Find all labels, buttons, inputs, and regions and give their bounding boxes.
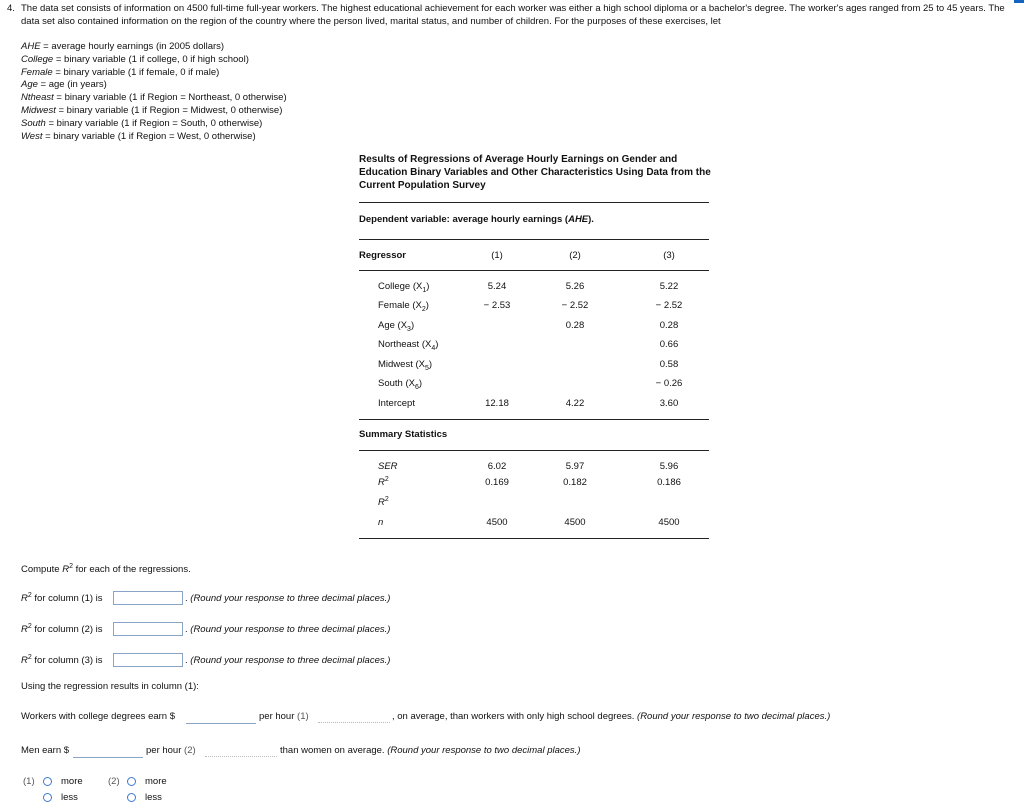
r2bar-col1-hint: . (Round your response to three decimal places.) bbox=[185, 593, 391, 604]
using-column1: Using the regression results in column (1): bbox=[21, 681, 199, 692]
definition-midwest: Midwest = binary variable (1 if Region = Midwest, 0 otherwise) bbox=[21, 104, 283, 116]
cell: 0.28 bbox=[565, 320, 585, 331]
definition-ntheast: Ntheast = binary variable (1 if Region = Northeast, 0 otherwise) bbox=[21, 92, 287, 104]
dependent-variable: Dependent variable: average hourly earnings (AHE). bbox=[359, 214, 594, 225]
n-label: n bbox=[378, 517, 384, 528]
table-rule bbox=[359, 270, 709, 271]
table-rule bbox=[359, 538, 709, 539]
cell: 0.66 bbox=[659, 339, 679, 350]
r2-label: $R^2$ bbox=[378, 476, 389, 489]
r2bar-col3-label: $R^2$ for column (3) is bbox=[21, 654, 103, 667]
regressor-header: Regressor bbox=[359, 250, 406, 261]
radio-2-more[interactable] bbox=[127, 777, 136, 786]
men-earn-label: Men earn $ bbox=[21, 745, 70, 756]
definition-age: Age = age (in years) bbox=[21, 79, 107, 91]
row-label-intercept: Intercept bbox=[378, 398, 415, 409]
variable-definitions bbox=[21, 41, 287, 143]
cell: 4500 bbox=[658, 517, 680, 528]
r2bar-col2-hint: . (Round your response to three decimal places.) bbox=[185, 624, 391, 635]
r2bar-col2-input[interactable] bbox=[113, 622, 183, 636]
radio-1-less[interactable] bbox=[43, 793, 52, 802]
than-women-text: than women on average. (Round your response to two decimal places.) bbox=[280, 745, 581, 756]
row-label-age: Age $(X_3)$ bbox=[378, 320, 415, 333]
table-title: Results of Regressions of Average Hourly Earnings on Gender and Education Binary Variables and Other Characteristics Using Data from the Current Population Survey bbox=[359, 154, 711, 192]
cell: 5.97 bbox=[565, 461, 585, 472]
r2bar-col3-hint: . (Round your response to three decimal places.) bbox=[185, 655, 391, 666]
cell: 0.169 bbox=[485, 477, 509, 488]
summary-header: Summary Statistics bbox=[359, 429, 448, 440]
cell: 4500 bbox=[486, 517, 508, 528]
row-label-college: College $(X_1)$ bbox=[378, 281, 430, 294]
r2bar-col1-label: $R^2$ for column (1) is bbox=[21, 592, 103, 605]
radio-1-more[interactable] bbox=[43, 777, 52, 786]
table-rule bbox=[359, 239, 709, 240]
radio-2-less[interactable] bbox=[127, 793, 136, 802]
r2bar-col1-input[interactable] bbox=[113, 591, 183, 605]
cell: 5.96 bbox=[659, 461, 679, 472]
col-header-2: (2) bbox=[569, 250, 581, 261]
cell: 12.18 bbox=[485, 398, 509, 409]
cell: − 2.52 bbox=[561, 300, 589, 311]
row-label-midwest: Midwest $(X_5)$ bbox=[378, 359, 433, 372]
row-label-female: Female $(X_2)$ bbox=[378, 300, 429, 313]
cell: 0.186 bbox=[657, 477, 681, 488]
cell: 4.22 bbox=[565, 398, 585, 409]
cell: 5.24 bbox=[487, 281, 507, 292]
option-1-more-label[interactable]: more bbox=[61, 776, 83, 787]
col-header-3: (3) bbox=[663, 250, 675, 261]
cell: 3.60 bbox=[659, 398, 679, 409]
cell: 0.28 bbox=[659, 320, 679, 331]
on-average-text: , on average, than workers with only high school degrees. (Round your response to two decimal places.) bbox=[392, 711, 831, 722]
compute-instruction: Compute $R^2$ for each of the regressions. bbox=[21, 563, 191, 576]
col-header-1: (1) bbox=[491, 250, 503, 261]
dropdown-1-blank[interactable] bbox=[318, 722, 390, 723]
workers-earn-label: Workers with college degrees earn $ bbox=[21, 711, 176, 722]
option-2-more-label[interactable]: more bbox=[145, 776, 167, 787]
per-hour-1: per hour (1) bbox=[259, 711, 309, 722]
cell: − 2.52 bbox=[655, 300, 683, 311]
table-rule bbox=[359, 202, 709, 203]
definition-female: Female = binary variable (1 if female, 0 if male) bbox=[21, 66, 220, 78]
question-number: 4. bbox=[7, 3, 15, 14]
dropdown-2-blank[interactable] bbox=[205, 756, 277, 757]
cell: 6.02 bbox=[487, 461, 507, 472]
option-group-2-label: (2) bbox=[108, 776, 120, 787]
ser-label: SER bbox=[378, 461, 398, 472]
definition-ahe: AHE = average hourly earnings (in 2005 dollars) bbox=[21, 41, 225, 52]
table-rule bbox=[359, 450, 709, 451]
option-group-1-label: (1) bbox=[23, 776, 35, 787]
r2bar-col2-label: $R^2$ for column (2) is bbox=[21, 623, 103, 636]
cell: 0.182 bbox=[563, 477, 587, 488]
option-2-less-label[interactable]: less bbox=[145, 792, 162, 803]
cell: − 0.26 bbox=[655, 378, 683, 389]
men-earn-input[interactable] bbox=[73, 744, 143, 758]
option-1-less-label[interactable]: less bbox=[61, 792, 78, 803]
row-label-northeast: Northeast $(X_4)$ bbox=[378, 339, 439, 352]
definition-college: College = binary variable (1 if college, 0 if high school) bbox=[21, 53, 249, 65]
row-label-south: South $(X_6)$ bbox=[378, 378, 423, 391]
per-hour-2: per hour (2) bbox=[146, 745, 196, 756]
cell: 5.26 bbox=[565, 281, 585, 292]
r2bar-label: $R^2$ bbox=[378, 496, 389, 509]
cell: 5.22 bbox=[659, 281, 679, 292]
cell: 4500 bbox=[564, 517, 586, 528]
college-earn-input[interactable] bbox=[186, 710, 256, 724]
r2bar-col3-input[interactable] bbox=[113, 653, 183, 667]
table-rule bbox=[359, 419, 709, 420]
question-intro: The data set consists of information on 4500 full-time full-year workers. The highest educational achievement for each worker was either a high school diploma or a bachelor's degree. The worker's ages ranged from 25 to 45 years. The data set also contained information on the region of the country where the person lived, marital status, and number of children. For the purposes of these exercises, let bbox=[21, 3, 1005, 27]
definition-west: West = binary variable (1 if Region = West, 0 otherwise) bbox=[21, 130, 256, 142]
cell: − 2.53 bbox=[483, 300, 511, 311]
cell: 0.58 bbox=[659, 359, 679, 370]
definition-south: South = binary variable (1 if Region = South, 0 otherwise) bbox=[21, 117, 263, 129]
